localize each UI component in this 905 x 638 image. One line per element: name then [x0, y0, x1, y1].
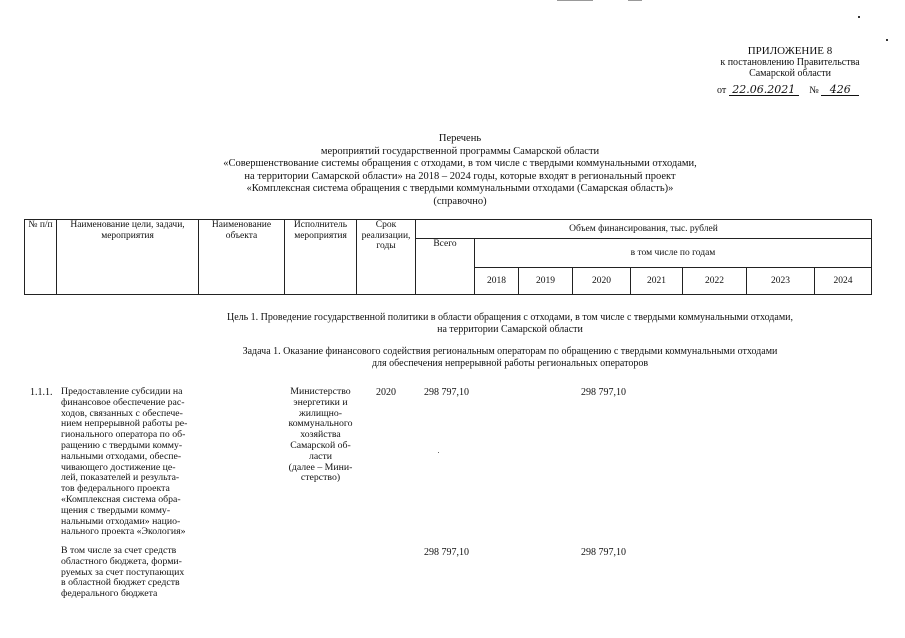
title-line-1: Перечень — [438, 133, 482, 144]
header-year-2021: 2021 — [631, 268, 683, 295]
goal-line-1: Цель 1. Проведение государственной политики в области обращения с отходами, в том числе с твердыми коммунальными отходами, — [226, 312, 794, 323]
activity-name-line: ходов, связанных с обеспече- — [61, 407, 183, 419]
executor-line: стерство) — [300, 472, 341, 484]
document-title — [150, 133, 770, 208]
funding-table-header — [24, 219, 872, 295]
executor-line: коммунального — [288, 418, 353, 430]
title-line-2: мероприятий государственной программы Самарской области — [320, 145, 600, 157]
executor-line: ласти — [308, 450, 333, 462]
date-prefix: от — [717, 85, 727, 96]
activity-name-line: нальными отходами, обеспе- — [61, 450, 182, 462]
subitem-name-line: федерального бюджета — [61, 588, 158, 600]
goal-line-2: на территории Самарской области — [437, 323, 583, 335]
header-year-2022: 2022 — [683, 268, 747, 295]
header-year-2024: 2024 — [815, 268, 872, 295]
appendix-line3: Самарской области — [749, 68, 831, 79]
activity-name-line: щения с твердыми комму- — [61, 504, 171, 516]
header-year-2020: 2020 — [573, 268, 631, 295]
header-col-funding: Объем финансирования, тыс. рублей — [416, 220, 872, 239]
subitem-name-line: В том числе за счет средств — [61, 545, 177, 556]
header-col-number: № п/п — [25, 220, 57, 295]
executor-line: (далее – Мини- — [288, 461, 353, 473]
date-value: 22.06.2021 — [729, 84, 799, 96]
row-year-2020: 298 797,10 — [581, 387, 626, 398]
title-line-5: «Комплексная система обращения с твердыми коммунальными отходами (Самарская область)» — [246, 183, 674, 194]
title-line-6: (справочно) — [433, 195, 487, 207]
appendix-title: ПРИЛОЖЕНИЕ 8 — [747, 45, 833, 57]
activity-name-line: чивающего достижение це- — [61, 461, 176, 473]
header-year-2019: 2019 — [519, 268, 573, 295]
title-line-3: «Совершенствование системы обращения с отходами, в том числе с твердыми коммунальными отходами, — [223, 158, 697, 169]
row-subitem-name — [61, 546, 194, 600]
appendix-header — [710, 46, 870, 79]
activity-name-line: тов федерального проекта — [61, 483, 170, 495]
task-heading — [180, 346, 840, 369]
executor-line: Министерство — [290, 386, 351, 397]
subitem-name-line: в областной бюджет средств — [61, 577, 180, 589]
task-line-2: для обеспечения непрерывной работы региональных операторов — [371, 357, 649, 369]
subitem-year-2020: 298 797,10 — [581, 547, 626, 558]
header-col-name: Наименование цели, задачи, мероприятия — [57, 220, 199, 295]
subitem-name-line: руемых за счет поступающих — [61, 566, 185, 578]
activity-name-line: нальными отходами» нацио- — [61, 515, 181, 527]
activity-name-line: «Комплексная система обра- — [61, 493, 181, 505]
header-col-term: Срок реализации, годы — [357, 220, 416, 295]
number-value: 426 — [821, 84, 859, 96]
scan-dot — [438, 452, 439, 453]
scan-mark — [628, 0, 642, 1]
row-term: 2020 — [376, 387, 396, 398]
header-year-2018: 2018 — [475, 268, 519, 295]
subitem-name-line: областного бюджета, форми- — [61, 555, 182, 567]
number-prefix: № — [809, 85, 819, 96]
row-activity-name — [61, 387, 194, 538]
row-total: 298 797,10 — [424, 387, 469, 398]
executor-line: энергетики и — [293, 396, 348, 408]
row-executor — [283, 387, 358, 484]
activity-name-line: лей, показателей и результа- — [61, 472, 180, 484]
scan-mark — [557, 0, 593, 1]
header-col-by-years: в том числе по годам — [475, 239, 872, 268]
subitem-total: 298 797,10 — [424, 547, 469, 558]
scan-mark — [886, 39, 888, 41]
task-line-1: Задача 1. Оказание финансового содействия региональным операторам по обращению с твердыми коммунальными отходами — [242, 346, 778, 357]
header-col-executor: Исполнитель мероприятия — [285, 220, 357, 295]
activity-name-line: гионального оператора по об- — [61, 429, 186, 441]
appendix-line2: к постановлению Правительства — [720, 57, 860, 68]
activity-name-line: ращению с твердыми комму- — [61, 439, 183, 451]
executor-line: Самарской об- — [290, 439, 351, 451]
appendix-date-line — [717, 84, 867, 96]
executor-line: хозяйства — [300, 429, 341, 441]
header-col-object: Наименование объекта — [199, 220, 285, 295]
activity-name-line: нием непрерывной работы ре- — [61, 418, 188, 430]
executor-line: жилищно- — [298, 407, 343, 419]
activity-name-line: финансовое обеспечение рас- — [61, 396, 185, 408]
goal-heading — [150, 312, 870, 335]
title-line-4: на территории Самарской области» на 2018 – 2024 годы, которые входят в региональный проект — [244, 170, 676, 182]
scan-mark — [858, 16, 860, 18]
header-year-2023: 2023 — [747, 268, 815, 295]
row-number: 1.1.1. — [30, 387, 53, 398]
activity-name-line: Предоставление субсидии на — [61, 386, 183, 397]
activity-name-line: нального проекта «Экология» — [61, 526, 186, 538]
header-col-total: Всего — [416, 239, 475, 295]
